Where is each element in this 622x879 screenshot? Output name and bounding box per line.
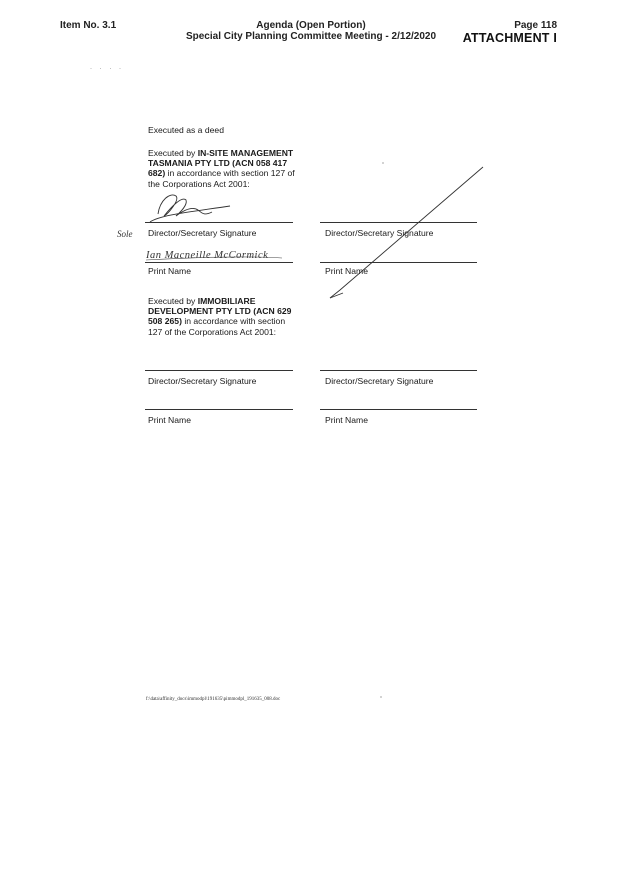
party1-intro: Executed by: [148, 148, 198, 158]
party2-sig-label-left: Director/Secretary Signature: [148, 376, 257, 386]
party2-print-label-left: Print Name: [148, 415, 191, 425]
party2-rest: in accordance with section 127 of the Corporations Act 2001:: [148, 316, 286, 337]
footer-file-path: f:\data\affinity_docs\immodpl\191635\pimmodpl_191635_008.doc: [146, 697, 281, 702]
attachment-label: ATTACHMENT I: [462, 31, 557, 45]
handwritten-print-name: Ian Macneille McCormick: [146, 250, 269, 261]
party1-sig-label-right: Director/Secretary Signature: [325, 228, 434, 238]
scan-specks: · · · ·: [90, 66, 124, 72]
item-number: Item No. 3.1: [60, 20, 117, 31]
signature-scribble: [150, 195, 230, 222]
party1-name: IN-SITE MANAGEMENT TASMANIA PTY LTD (ACN 058 417 682): [148, 148, 294, 179]
party1-print-label-left: Print Name: [148, 266, 191, 276]
executed-as-deed: Executed as a deed: [148, 125, 224, 135]
party2-sig-label-right: Director/Secretary Signature: [325, 376, 434, 386]
party2-intro: Executed by: [148, 296, 198, 306]
agenda-title: Agenda (Open Portion): [256, 20, 366, 31]
strike-through-diagonal: [330, 167, 483, 298]
party1-rest: in accordance with section 127 of the Corporations Act 2001:: [148, 168, 295, 189]
handwritten-sole: Sole: [117, 229, 133, 239]
party2-print-label-right: Print Name: [325, 415, 368, 425]
speck: [380, 696, 381, 697]
meeting-title: Special City Planning Committee Meeting - 2/12/2020: [185, 31, 437, 42]
strike-through-tail: [330, 293, 343, 298]
party2-name: IMMOBILIARE DEVELOPMENT PTY LTD (ACN 629 508 265): [148, 296, 292, 327]
speck: [382, 162, 383, 163]
page-number: Page 118: [514, 20, 557, 31]
party1-sig-label-left: Director/Secretary Signature: [148, 228, 257, 238]
name-underline-flourish: [146, 257, 282, 260]
party1-print-label-right: Print Name: [325, 266, 368, 276]
